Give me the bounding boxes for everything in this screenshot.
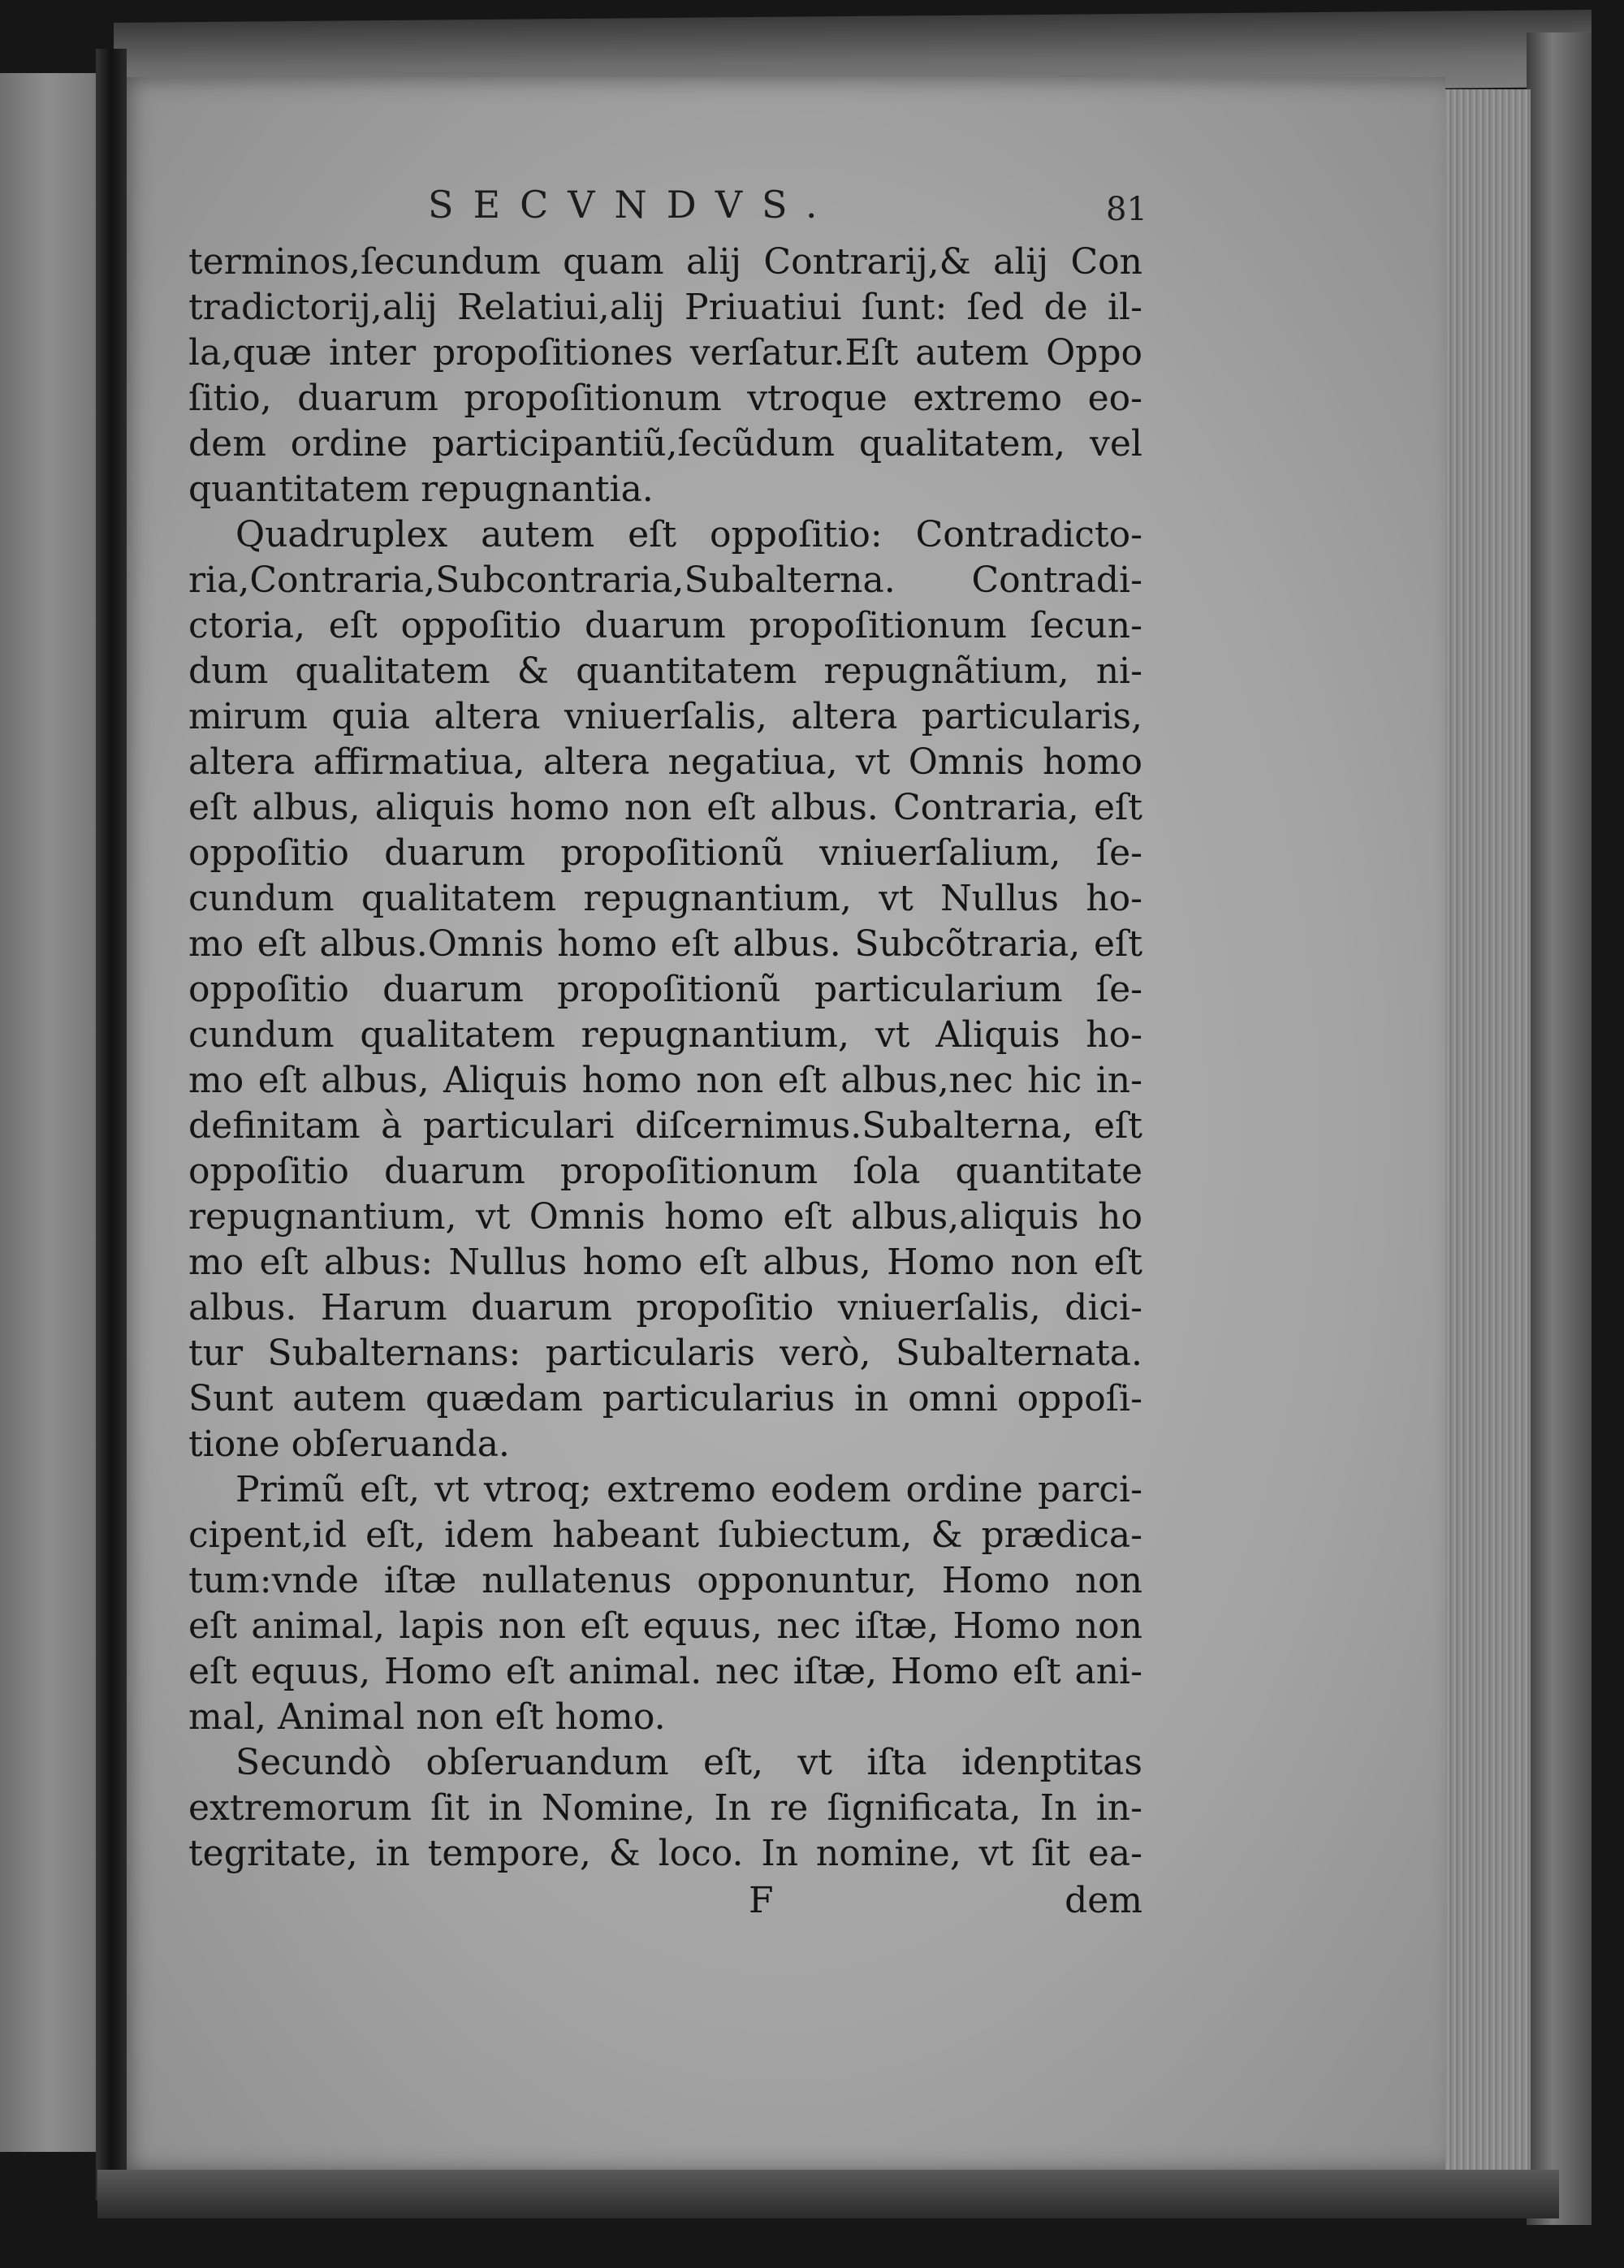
text-line: repugnantium, vt Omnis homo eſt albus,aliquis ho — [188, 1196, 1142, 1238]
text-line: extremorum ſit in Nomine, In re ſignificata, In in- — [188, 1787, 1142, 1829]
text-line: tradictorij,alij Relatiui,alij Priuatiui ſunt: ſed de il- — [188, 287, 1142, 328]
text-line: eſt albus, aliquis homo non eſt albus. Contraria, eſt — [188, 787, 1142, 828]
text-line: la,quæ inter propoſitiones verſatur.Eſt autem Oppo — [188, 332, 1142, 374]
text-line: cundum qualitatem repugnantium, vt Aliquis ho- — [188, 1014, 1142, 1056]
text-line: dum qualitatem & quantitatem repugnãtium, ni- — [188, 650, 1142, 692]
folio-number: 81 — [1106, 191, 1147, 228]
text-line: altera affirmatiua, altera negatiua, vt Omnis homo — [188, 741, 1142, 783]
text-line: Sunt autem quædam particularius in omni oppoſi- — [188, 1378, 1142, 1419]
text-line: oppoſitio duarum propoſitionũ vniuerſalium, ſe- — [188, 832, 1142, 874]
book-gutter — [96, 49, 127, 2201]
text-line: ctoria, eſt oppoſitio duarum propoſitionum ſecun- — [188, 605, 1142, 646]
text-line: oppoſitio duarum propoſitionũ particularium ſe- — [188, 969, 1142, 1010]
paragraph-start-line: Quadruplex autem eſt oppoſitio: Contradicto- — [235, 514, 1142, 555]
text-line: dem ordine participantiũ,ſecũdum qualitatem, vel — [188, 423, 1142, 464]
text-line: ſitio, duarum propoſitionum vtroque extremo eo- — [188, 378, 1142, 419]
running-title: SECVNDVS. — [428, 183, 837, 227]
text-line: albus. Harum duarum propoſitio vniuerſalis, dici- — [188, 1287, 1142, 1328]
text-line: tegritate, in tempore, & loco. In nomine, vt ſit ea- — [188, 1833, 1142, 1874]
page-footer — [188, 1880, 1142, 1929]
text-line: tione obſeruanda. — [188, 1423, 510, 1465]
paragraph-start-line: Primũ eſt, vt vtroq; extremo eodem ordine parci- — [235, 1469, 1142, 1510]
text-line: mal, Animal non eſt homo. — [188, 1696, 666, 1738]
paragraph-start-line: Secundò obſeruandum eſt, vt iſta idenptitas — [235, 1742, 1142, 1783]
text-line: eſt animal, lapis non eſt equus, nec iſtæ, Homo non — [188, 1605, 1142, 1647]
text-line: tur Subalternans: particularis verò, Subalternata. — [188, 1333, 1142, 1374]
text-line: oppoſitio duarum propoſitionum ſola quantitate — [188, 1151, 1142, 1192]
text-line: mirum quia altera vniuerſalis, altera particularis, — [188, 696, 1142, 737]
text-line: terminos,ſecundum quam alij Contrarij,& alij Con — [188, 241, 1142, 283]
book-cover-edge — [1527, 32, 1592, 2225]
text-line: mo eſt albus, Aliquis homo non eſt albus,nec hic in- — [188, 1060, 1142, 1101]
text-line: cundum qualitatem repugnantium, vt Nullus ho- — [188, 878, 1142, 919]
text-line: mo eſt albus: Nullus homo eſt albus, Homo non eſt — [188, 1242, 1142, 1283]
text-block — [188, 183, 1147, 1929]
signature-mark: F — [749, 1880, 774, 1921]
text-line: ria,Contraria,Subcontraria,Subalterna. Contradi- — [188, 559, 1142, 601]
page-stack-fore-edge — [1433, 89, 1531, 2184]
text-line: cipent,id eſt, idem habeant ſubiectum, & prædica- — [188, 1514, 1142, 1556]
text-line: quantitatem repugnantia. — [188, 469, 654, 510]
text-line: tum:vnde iſtæ nullatenus opponuntur, Homo non — [188, 1560, 1142, 1601]
running-head — [188, 183, 1147, 240]
text-line: definitam à particulari diſcernimus.Subalterna, eſt — [188, 1105, 1142, 1147]
catchword: dem — [1065, 1880, 1142, 1921]
text-line: mo eſt albus.Omnis homo eſt albus. Subcõtraria, eſt — [188, 923, 1142, 965]
book-bottom-edge — [97, 2170, 1559, 2218]
text-line: eſt equus, Homo eſt animal. nec iſtæ, Homo eſt ani- — [188, 1651, 1142, 1692]
